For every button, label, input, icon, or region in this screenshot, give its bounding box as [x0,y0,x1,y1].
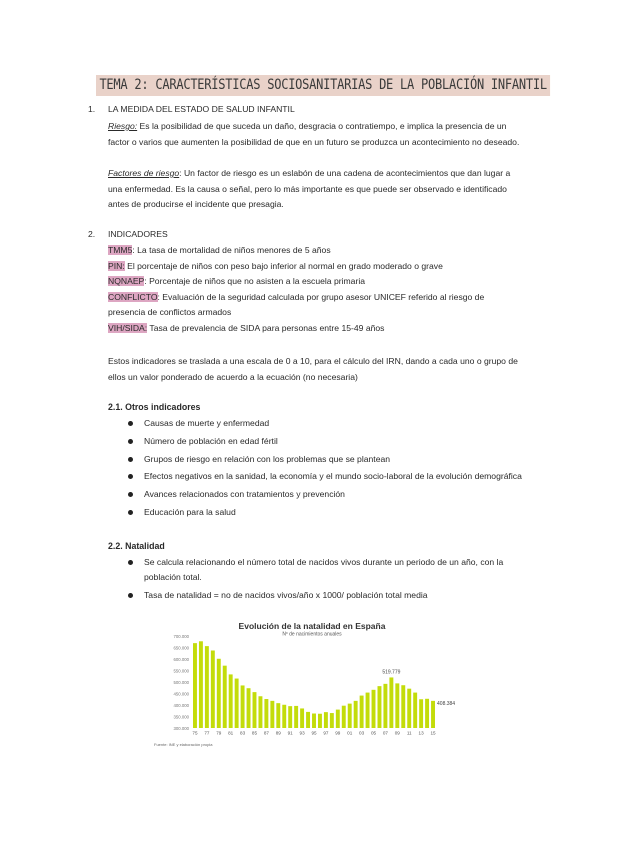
indicator-row [108,243,523,259]
x-tick-label: 77 [204,730,210,736]
bar [342,706,346,728]
chart-source: Fuente: INE y elaboración propia [154,742,213,747]
x-tick-label: 93 [299,730,305,736]
bar [253,692,257,728]
list-item [128,434,523,449]
bar [377,686,381,728]
factores-definition: : Un factor de riesgo es un eslabón de una cadena de acontecimientos que dan lugar a una enfermedad. Es la causa o señal, pero lo más importante es que puede ser observado e identificado antes de producirse el incidente que presagia. [108,168,511,209]
y-tick-label: 500.000 [173,679,189,685]
indicator-term: NQNAEP [108,276,145,287]
title-block [96,75,624,96]
y-tick-label: 300.000 [173,725,189,731]
bar [217,659,221,728]
indicator-list [108,243,523,337]
x-tick-label: 97 [323,730,329,736]
bar [407,689,411,728]
x-tick-label: 11 [406,730,412,736]
section-1-number: 1. [88,104,96,114]
indicator-row [108,290,523,321]
x-tick-label: 05 [370,730,377,736]
bar [360,696,364,728]
bar [425,699,429,728]
bar [211,650,215,728]
bar [306,712,310,728]
bar [324,712,328,728]
bar [294,706,298,728]
bar [372,690,376,728]
x-tick-label: 09 [394,730,400,736]
x-tick-label: 91 [287,730,293,736]
bullet-icon [128,439,133,444]
bar [354,701,358,728]
bar [282,705,286,728]
bullet-icon [128,510,133,515]
y-tick-label: 700.000 [173,633,189,639]
page-title: TEMA 2: CARACTERÍSTICAS SOCIOSANITARIAS DE LA POBLACIÓN INFANTIL [96,75,550,96]
indicator-text: : La tasa de mortalidad de niños menores de 5 años [132,245,331,255]
x-tick-label: 81 [228,730,234,736]
indicators-summary [108,353,520,385]
y-tick-label: 450.000 [173,691,189,697]
bar [383,684,387,728]
bullet-icon [128,593,133,598]
list-item-text: Se calcula relacionando el número total de nacidos vivos durante un periodo de un año, con la población total. [144,557,504,583]
list-item [128,452,523,467]
indicator-text: : Porcentaje de niños que no asisten a la escuela primaria [144,276,366,287]
x-tick-label: 79 [216,730,222,736]
x-tick-label: 75 [192,730,198,736]
x-tick-label: 15 [430,730,436,736]
bar [229,674,233,728]
bar [348,704,352,728]
bullet-icon [128,421,133,426]
birth-rate-chart [152,620,456,748]
bar [419,699,423,728]
indicator-term: TMM5 [108,245,133,255]
indicator-term: CONFLICTO [108,291,158,302]
list-item-text: Causas de muerte y enfermedad [144,418,270,428]
factores-term: Factores de riesgo [108,168,180,178]
bar [300,708,304,728]
y-tick-label: 400.000 [173,702,189,708]
section-1-heading [88,104,295,114]
x-tick-label: 01 [347,730,353,736]
bar [366,693,370,728]
subsection-2-2-heading: 2.2. Natalidad [108,541,165,551]
indicator-row [108,321,523,337]
bar [413,693,417,728]
bar [395,683,399,728]
y-tick-label: 600.000 [173,656,189,662]
y-tick-label: 650.000 [173,645,189,651]
section-2-number: 2. [88,229,96,239]
indicator-text: Tasa de prevalencia de SIDA para personas entre 15-49 años [147,322,385,333]
indicator-text: El porcentaje de niños con peso bajo inferior al normal en grado moderado o grave [124,260,443,271]
list-item [128,505,523,520]
other-indicators-list [128,416,523,523]
bar [193,643,197,728]
y-tick-label: 550.000 [173,668,189,674]
bar [431,701,435,728]
x-tick-label: 99 [335,730,341,736]
bar [318,714,322,728]
x-tick-label: 89 [275,730,281,736]
subsection-2-1-heading: 2.1. Otros indicadores [108,402,201,412]
x-tick-label: 85 [251,730,258,736]
bar [288,706,292,728]
list-item-text: Número de población en edad fértil [144,435,278,446]
list-item-text: Tasa de natalidad = no de nacidos vivos/año x 1000/ población total media [144,590,428,601]
factores-paragraph [108,166,520,213]
natalidad-list [128,555,523,606]
x-tick-label: 13 [418,730,424,736]
list-item-text: Educación para la salud [144,506,236,517]
indicator-row [108,259,523,275]
data-annotation: 408.384 [437,700,456,707]
data-annotation: 519.779 [382,669,401,676]
bar [264,699,268,728]
section-2-title: INDICADORES [108,229,168,239]
riesgo-paragraph [108,119,520,150]
bar [330,713,334,728]
x-tick-label: 03 [359,730,365,736]
section-1-title: LA MEDIDA DEL ESTADO DE SALUD INFANTIL [108,104,295,114]
list-item-text: Grupos de riesgo en relación con los problemas que se plantean [144,453,391,464]
chart-subtitle: Nº de nacimientos anuales [282,631,342,638]
indicator-term: PIN: [108,260,125,271]
list-item [128,469,523,484]
bar [247,688,251,728]
list-item [128,416,523,431]
bullet-icon [128,492,133,497]
list-item [128,588,523,603]
bar [389,677,393,728]
bar [270,701,274,728]
list-item [128,487,523,502]
x-tick-label: 87 [263,730,269,736]
y-tick-label: 350.000 [173,714,189,720]
bar [401,685,405,728]
list-item-text: Avances relacionados con tratamientos y prevención [144,489,345,500]
list-item [128,555,523,586]
bar [258,696,262,728]
x-tick-label: 07 [382,730,388,736]
indicator-text: : Evaluación de la seguridad calculada por grupo asesor UNICEF referido al riesgo de presencia de conflictos armados [108,291,485,318]
section-2-heading [88,229,168,239]
x-tick-label: 83 [240,730,246,736]
indicator-term: VIH/SIDA: [108,322,148,333]
bar [276,703,280,728]
bar [199,641,203,728]
bar [205,646,209,728]
bar [312,714,316,728]
bar [241,685,245,728]
bar [235,679,239,728]
bar [336,710,340,728]
riesgo-term: Riesgo: [108,121,138,131]
x-tick-label: 95 [311,730,317,736]
summary-text: Estos indicadores se traslada a una escala de 0 a 10, para el cálculo del IRN, dando a cada uno o grupo de ellos un valor ponderado de acuerdo a la ecuación (no necesaria) [108,356,518,382]
bullet-icon [128,474,133,479]
bar [223,666,227,728]
bullet-icon [128,457,133,462]
list-item-text: Efectos negativos en la sanidad, la economía y el mundo socio-laboral de la evolución demográfica [144,471,522,482]
chart-title: Evolución de la natalidad en España [238,621,386,631]
bullet-icon [128,560,133,565]
indicator-row [108,274,523,290]
riesgo-definition: Es la posibilidad de que suceda un daño, desgracia o contratiempo, e implica la presencia de un factor o varios que aumenten la posibilidad de que en un futuro se produzca un acontecimiento no deseado. [108,121,520,147]
